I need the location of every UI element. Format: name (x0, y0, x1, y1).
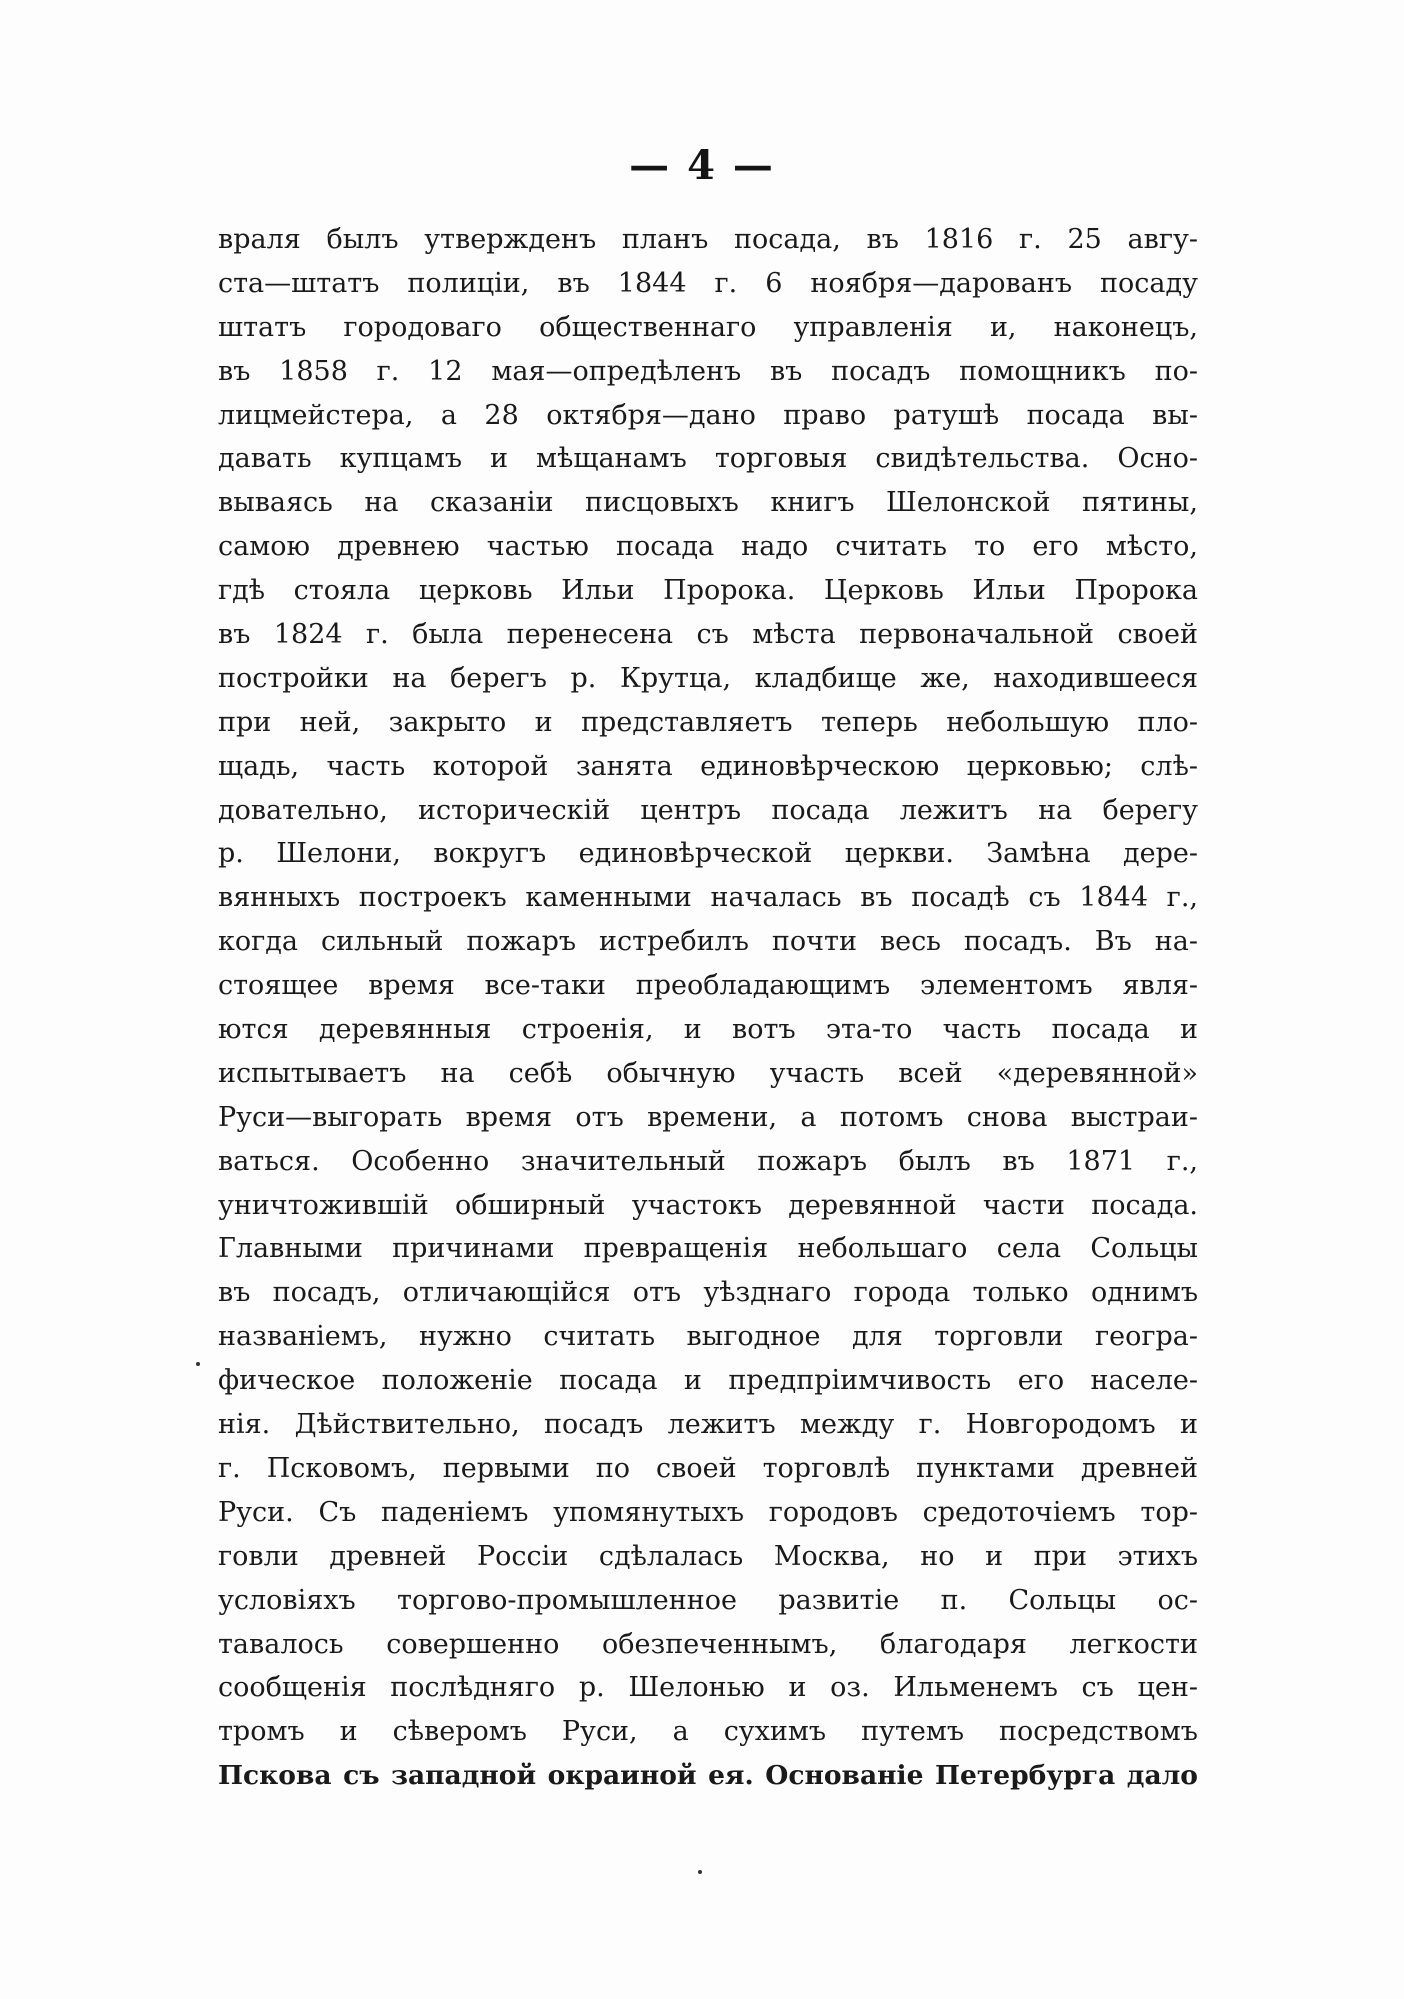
text-line: при ней, закрыто и представляетъ теперь небольшую пло- (218, 706, 1198, 738)
text-line: ваться. Особенно значительный пожаръ былъ въ 1871 г., (218, 1145, 1198, 1177)
text-line: фическое положеніе посада и предпріимчивость его населе- (218, 1365, 1198, 1397)
text-line: довательно, историческій центръ посада лежитъ на берегу (218, 794, 1198, 826)
text-line: ются деревянныя строенія, и вотъ эта-то часть посада и (218, 1014, 1198, 1046)
text-line: Руси—выгорать время отъ времени, а потомъ снова выстраи- (218, 1101, 1198, 1133)
text-line: Пскова съ западной окраиной ея. Основаніе Петербурга дало (218, 1760, 1198, 1792)
text-line: вянныхъ построекъ каменными началась въ посадѣ съ 1844 г., (218, 882, 1198, 914)
text-line: р. Шелони, вокругъ единовѣрческой церкви. Замѣна дере- (218, 838, 1198, 870)
text-line: когда сильный пожаръ истребилъ почти весь посадъ. Въ на- (218, 926, 1198, 958)
text-line: въ 1824 г. была перенесена съ мѣста первоначальной своей (218, 619, 1198, 651)
text-line: названіемъ, нужно считать выгодное для торговли геогра- (218, 1321, 1198, 1353)
text-line: Главными причинами превращенія небольшаго села Сольцы (218, 1233, 1198, 1265)
text-line: щадь, часть которой занята единовѣрческою церковью; слѣ- (218, 750, 1198, 782)
text-line: лицмейстера, а 28 октября—дано право ратушѣ посада вы- (218, 399, 1198, 431)
text-line: тавалось совершенно обезпеченнымъ, благодаря легкости (218, 1628, 1198, 1660)
text-line: уничтожившій обширный участокъ деревянной части посада. (218, 1189, 1198, 1221)
text-line: нія. Дѣйствительно, посадъ лежитъ между г. Новгородомъ и (218, 1409, 1198, 1441)
text-line: испытываетъ на себѣ обычную участь всей «деревянной» (218, 1057, 1198, 1089)
text-line: давать купцамъ и мѣщанамъ торговыя свидѣтельства. Осно- (218, 443, 1198, 475)
text-line: враля былъ утвержденъ планъ посада, въ 1816 г. 25 авгу- (218, 224, 1198, 255)
text-line: условіяхъ торгово-промышленное развитіе п. Сольцы ос- (218, 1584, 1198, 1616)
text-line: говли древней Россіи сдѣлалась Москва, но и при этихъ (218, 1540, 1198, 1572)
text-line: въ 1858 г. 12 мая—опредѣленъ въ посадъ помощникъ по- (218, 355, 1198, 387)
page-number: — 4 — (629, 142, 775, 189)
text-line: стоящее время все-таки преобладающимъ элементомъ явля- (218, 970, 1198, 1002)
text-line: сообщенія послѣдняго р. Шелонью и оз. Ильменемъ съ цен- (218, 1672, 1198, 1704)
text-line: самою древнею частью посада надо считать то его мѣсто, (218, 531, 1198, 563)
text-line: тромъ и сѣверомъ Руси, а сухимъ путемъ посредствомъ (218, 1716, 1198, 1748)
text-line: въ посадъ, отличающійся отъ уѣзднаго города только однимъ (218, 1277, 1198, 1309)
text-line: штатъ городоваго общественнаго управленія и, наконецъ, (218, 311, 1198, 343)
text-line: постройки на берегъ р. Крутца, кладбище же, находившееся (218, 662, 1198, 694)
print-speck (698, 1870, 702, 1874)
text-line: вываясь на сказаніи писцовыхъ книгъ Шелонской пятины, (218, 487, 1198, 519)
text-line: ста—штатъ полиціи, въ 1844 г. 6 ноября—дарованъ посаду (218, 267, 1198, 299)
text-line: г. Псковомъ, первыми по своей торговлѣ пунктами древней (218, 1452, 1198, 1484)
body-text (218, 218, 1198, 1798)
text-line: гдѣ стояла церковь Ильи Пророка. Церковь Ильи Пророка (218, 575, 1198, 607)
text-line: Руси. Съ паденіемъ упомянутыхъ городовъ средоточіемъ тор- (218, 1496, 1198, 1528)
print-speck (196, 1362, 200, 1366)
